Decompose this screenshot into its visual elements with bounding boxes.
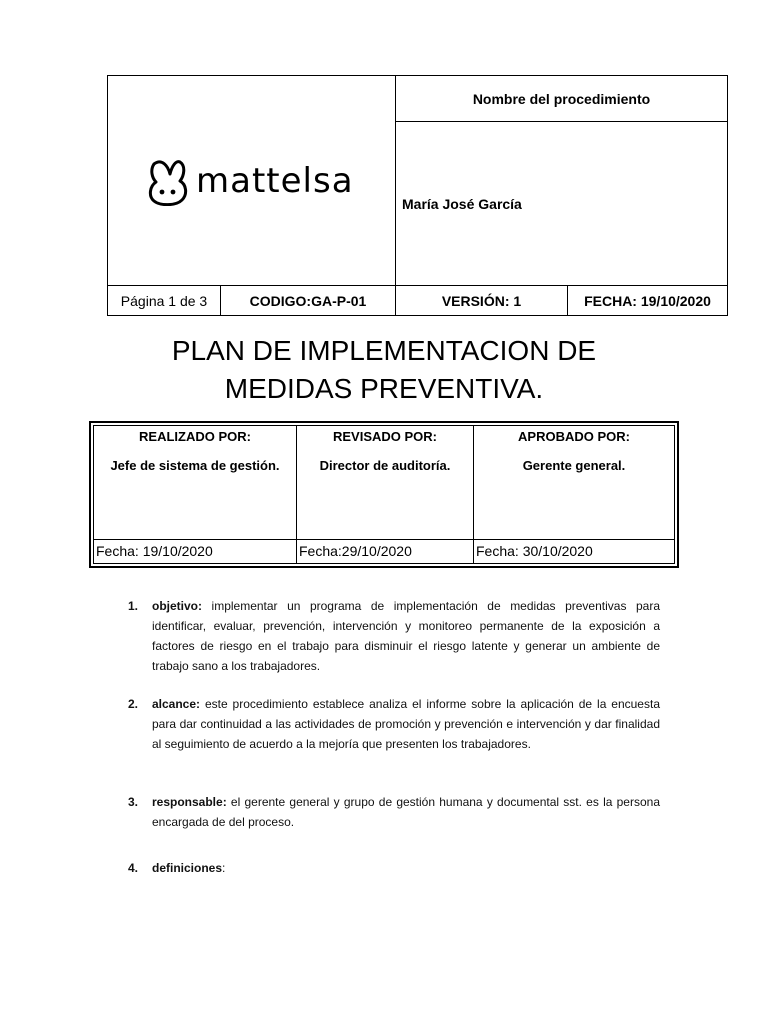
approval-column-revisado (297, 426, 474, 563)
section-body (152, 858, 660, 878)
section-number: 4. (128, 861, 139, 875)
section-text: implementar un programa de implementación de medidas preventivas para identificar, evaluar, prevención, intervención y monitoreo permanente de la exposición a factores de riesgo en el trabajo para disminuir el riesgo latente y generar un ambiente de trabajo sano a los trabajadores. (152, 599, 660, 673)
approval-column-aprobado (474, 426, 674, 563)
section-number: 2. (128, 697, 139, 711)
approval-date: Fecha: 19/10/2020 (96, 543, 213, 559)
document-title (100, 332, 668, 408)
approval-person: Director de auditoría. (319, 458, 451, 473)
author-name: María José García (402, 195, 522, 212)
approvals-inner (93, 425, 675, 564)
section-label: definiciones (152, 861, 223, 875)
approval-role: REVISADO POR: (332, 429, 437, 444)
procedure-name-label: Nombre del procedimiento (396, 76, 727, 122)
section-number: 1. (128, 599, 139, 613)
section-text: : (222, 861, 226, 875)
title-line-2: MEDIDAS PREVENTIVA. (224, 373, 544, 404)
section-text: el gerente general y grupo de gestión humana y documental sst. es la persona encargada de del proceso. (152, 795, 660, 829)
approval-role: APROBADO POR: (518, 429, 630, 444)
logo-wordmark: mattelsa (196, 161, 354, 201)
document-code: CODIGO:GA-P-01 (221, 286, 396, 315)
section-label: objetivo: (152, 599, 202, 613)
bunny-icon (146, 156, 190, 206)
section-objetivo (128, 596, 660, 676)
section-label: alcance: (152, 697, 201, 711)
section-body (152, 792, 660, 832)
page-number: Página 1 de 3 (108, 286, 221, 315)
company-logo (146, 156, 354, 206)
approval-column-realizado (94, 426, 297, 563)
approvals-table (89, 421, 679, 568)
approval-date: Fecha: 30/10/2020 (476, 543, 593, 559)
approval-person: Jefe de sistema de gestión. (110, 458, 280, 473)
section-body (152, 596, 660, 676)
section-number: 3. (128, 795, 139, 809)
document-header-table (107, 75, 728, 316)
section-body (152, 694, 660, 754)
document-date: FECHA: 19/10/2020 (584, 292, 711, 309)
section-responsable (128, 792, 660, 832)
logo-cell (108, 76, 396, 285)
document-version: VERSIÓN: 1 (396, 286, 568, 315)
approval-person: Gerente general. (522, 458, 626, 473)
header-footer-row (108, 285, 727, 315)
approval-role: REALIZADO POR: (139, 429, 251, 444)
section-alcance (128, 694, 660, 754)
section-definiciones (128, 858, 660, 878)
approval-date: Fecha:29/10/2020 (299, 543, 412, 559)
section-label: responsable: (152, 795, 227, 809)
title-line-1: PLAN DE IMPLEMENTACION DE (171, 335, 597, 366)
section-text: este procedimiento establece analiza el informe sobre la aplicación de la encuesta para dar continuidad a las actividades de promoción y prevención e intervención y dar finalidad al seguimiento de acuerdo a la mejoría que presenten los trabajadores. (152, 697, 660, 751)
